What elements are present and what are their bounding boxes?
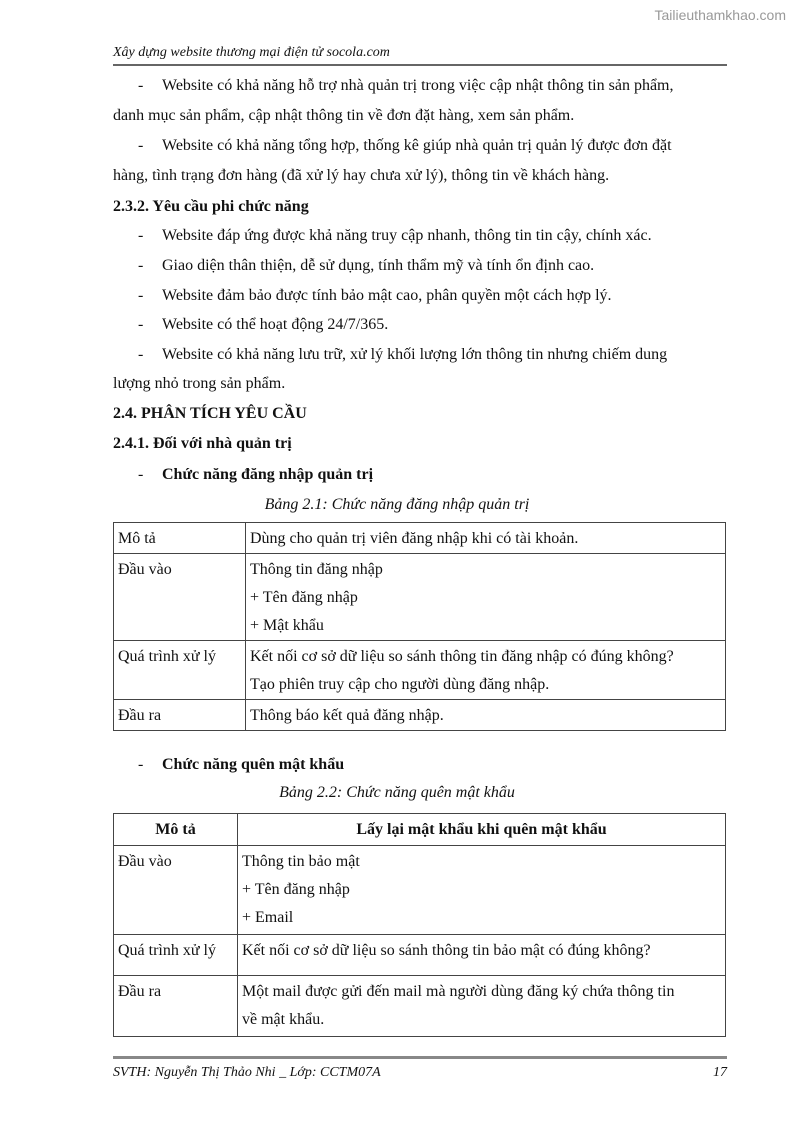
login-table <box>113 522 726 731</box>
nonfunc-item: Giao diện thân thiện, dễ sử dụng, tính thẩm mỹ và tính ổn định cao. <box>162 257 595 274</box>
login-heading: Chức năng đăng nhập quản trị <box>162 466 374 483</box>
watermark: Tailieuthamkhao.com <box>654 7 786 23</box>
cell-line: Thông tin bảo mật <box>242 853 360 870</box>
nonfunc-item: Website có khả năng lưu trữ, xử lý khối lượng lớn thông tin nhưng chiếm dung <box>162 346 668 363</box>
para1-line1: Website có khả năng hỗ trợ nhà quản trị trong việc cập nhật thông tin sản phẩm, <box>162 77 674 94</box>
bullet-dash: - <box>138 287 144 304</box>
header-value: Lấy lại mật khẩu khi quên mật khẩu <box>238 814 726 846</box>
row-label: Đầu ra <box>114 700 246 731</box>
table-row <box>114 523 726 554</box>
bullet-dash: - <box>138 316 144 333</box>
footer-text: SVTH: Nguyễn Thị Thảo Nhi _ Lớp: CCTM07A <box>113 1065 381 1080</box>
row-label: Đầu ra <box>114 976 238 1037</box>
row-value <box>246 523 726 554</box>
table-header-row <box>114 814 726 846</box>
cell-line: Dùng cho quản trị viên đăng nhập khi có tài khoản. <box>250 530 579 547</box>
nonfunc-item: Website đáp ứng được khả năng truy cập nhanh, thông tin tin cậy, chính xác. <box>162 227 652 244</box>
forgot-heading: Chức năng quên mật khẩu <box>162 756 345 773</box>
table-row <box>114 554 726 641</box>
cell-line: Tạo phiên truy cập cho người dùng đăng nhập. <box>250 676 550 693</box>
bullet-dash: - <box>138 77 144 94</box>
page-number: 17 <box>713 1065 727 1080</box>
row-label: Quá trình xử lý <box>114 935 238 976</box>
header-rule <box>113 64 727 66</box>
nonfunc-item: Website có thể hoạt động 24/7/365. <box>162 316 389 333</box>
row-value <box>246 700 726 731</box>
bullet-dash: - <box>138 346 144 363</box>
cell-line: + Tên đăng nhập <box>250 589 358 606</box>
cell-line: + Tên đăng nhập <box>242 881 350 898</box>
row-value <box>238 846 726 935</box>
header-label: Mô tả <box>114 814 238 846</box>
row-label: Quá trình xử lý <box>114 641 246 700</box>
nonfunc-item: Website đảm bảo được tính bảo mật cao, phân quyền một cách hợp lý. <box>162 287 612 304</box>
footer-rule <box>113 1056 727 1059</box>
row-value <box>238 976 726 1037</box>
para2-line1: Website có khả năng tổng hợp, thống kê giúp nhà quản trị quản lý được đơn đặt <box>162 137 672 154</box>
table-row <box>114 700 726 731</box>
heading-2-4-1: 2.4.1. Đối với nhà quản trị <box>113 435 292 452</box>
row-label: Mô tả <box>114 523 246 554</box>
para2-line2: hàng, tình trạng đơn hàng (đã xử lý hay chưa xử lý), thông tin về khách hàng. <box>113 167 610 184</box>
row-value <box>238 935 726 976</box>
row-label: Đầu vào <box>114 554 246 641</box>
heading-2-3-2: 2.3.2. Yêu cầu phi chức năng <box>113 198 309 215</box>
bullet-dash: - <box>138 257 144 274</box>
bullet-dash: - <box>138 227 144 244</box>
para1-line2: danh mục sản phẩm, cập nhật thông tin về đơn đặt hàng, xem sản phẩm. <box>113 107 575 124</box>
row-value <box>246 641 726 700</box>
forgot-table <box>113 813 726 1037</box>
cell-line: + Email <box>242 909 294 926</box>
table-row <box>114 846 726 935</box>
cell-line: Thông tin đăng nhập <box>250 561 383 578</box>
row-value <box>246 554 726 641</box>
bullet-dash: - <box>138 756 144 773</box>
table-row <box>114 935 726 976</box>
table-row <box>114 976 726 1037</box>
bullet-dash: - <box>138 466 144 483</box>
cell-line: Kết nối cơ sở dữ liệu so sánh thông tin bảo mật có đúng không? <box>242 942 651 959</box>
bullet-dash: - <box>138 137 144 154</box>
table-caption-2-1: Bảng 2.1: Chức năng đăng nhập quản trị <box>264 496 530 513</box>
cell-line: Kết nối cơ sở dữ liệu so sánh thông tin đăng nhập có đúng không? <box>250 648 674 665</box>
cell-line: Thông báo kết quả đăng nhập. <box>250 707 444 724</box>
nonfunc-continuation: lượng nhỏ trong sản phẩm. <box>113 375 286 392</box>
cell-line: Một mail được gửi đến mail mà người dùng đăng ký chứa thông tin <box>242 983 675 1000</box>
cell-line: + Mật khẩu <box>250 617 324 634</box>
table-row <box>114 641 726 700</box>
running-header: Xây dựng website thương mại điện tử socola.com <box>113 45 390 60</box>
row-label: Đầu vào <box>114 846 238 935</box>
heading-2-4: 2.4. PHÂN TÍCH YÊU CẦU <box>113 405 307 422</box>
cell-line: về mật khẩu. <box>242 1011 325 1028</box>
table-caption-2-2: Bảng 2.2: Chức năng quên mật khẩu <box>279 784 515 801</box>
